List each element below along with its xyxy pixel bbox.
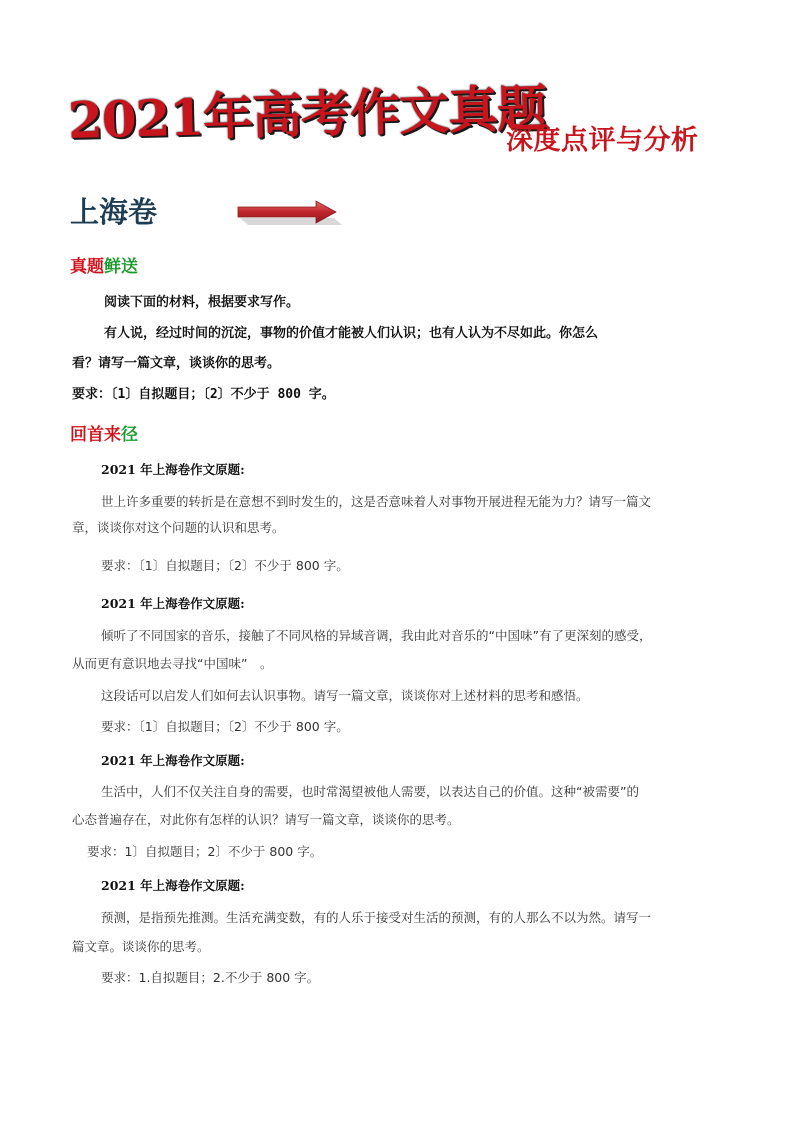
item-line: 世上许多重要的转折是在意想不到时发生的，这是否意味着人对事物开展进程无能为力？请写一篇文 xyxy=(101,494,652,509)
item-title: 2021 年上海卷作文原题: xyxy=(101,878,245,893)
prompt-requirements: 要求：〔1〕自拟题目；〔2〕不少于 800 字。 xyxy=(72,387,335,402)
item-line: 预测，是指预先推测。生活充满变数，有的人乐于接受对生活的预测，有的人那么不以为然。请写一 xyxy=(101,910,652,925)
prompt-line: 有人说，经过时间的沉淀，事物的价值才能被人们认识；也有人认为不尽如此。你怎么 xyxy=(104,326,599,341)
banner-subtitle: 深度点评与分析 xyxy=(506,125,699,156)
item-requirements: 要求：〔1〕自拟题目；〔2〕不少于 800 字。 xyxy=(101,719,349,734)
section-heading-huishou xyxy=(70,420,138,445)
item-line: 从而更有意识地去寻找“中国味” 。 xyxy=(72,656,273,671)
item-line: 这段话可以启发人们如何去认识事物。请写一篇文章，谈谈你对上述材料的思考和感悟。 xyxy=(101,688,589,703)
arrow-right-icon xyxy=(236,198,346,228)
region-heading: 上海卷 xyxy=(70,195,158,229)
item-line: 生活中，人们不仅关注自身的需要，也时常渴望被他人需要，以表达自己的价值。这种“被需要”的 xyxy=(101,784,639,799)
item-requirements: 要求：1.自拟题目；2.不少于 800 字。 xyxy=(101,970,320,985)
section-heading-red: 真题 xyxy=(70,257,104,277)
prompt-line: 阅读下面的材料，根据要求写作。 xyxy=(104,295,300,310)
section-heading-green: 鲜送 xyxy=(104,257,138,277)
item-line: 心态普遍存在，对此你有怎样的认识？请写一篇文章，谈谈你的思考。 xyxy=(72,812,460,827)
section-heading-green: 径 xyxy=(121,425,138,445)
section-heading-red: 回首来 xyxy=(70,425,121,445)
item-requirements: 要求：〔1〕自拟题目；〔2〕不少于 800 字。 xyxy=(101,558,349,573)
section-heading-zhenti xyxy=(70,252,138,277)
item-line: 章，谈谈你对这个问题的认识和思考。 xyxy=(72,520,285,535)
prompt-line: 看？请写一篇文章，谈谈你的思考。 xyxy=(72,356,281,371)
item-requirements: 要求：1〕自拟题目；2〕不少于 800 字。 xyxy=(87,844,323,859)
item-title: 2021 年上海卷作文原题: xyxy=(101,753,245,768)
item-line: 篇文章。谈谈你的思考。 xyxy=(72,939,210,954)
banner-title: 2021年高考作文真题 xyxy=(67,78,547,150)
item-title: 2021 年上海卷作文原题: xyxy=(101,596,245,611)
item-title: 2021 年上海卷作文原题: xyxy=(101,462,245,477)
item-line: 倾听了不同国家的音乐，接触了不同风格的异域音调，我由此对音乐的“中国味”有了更深刻的感受， xyxy=(101,628,652,643)
